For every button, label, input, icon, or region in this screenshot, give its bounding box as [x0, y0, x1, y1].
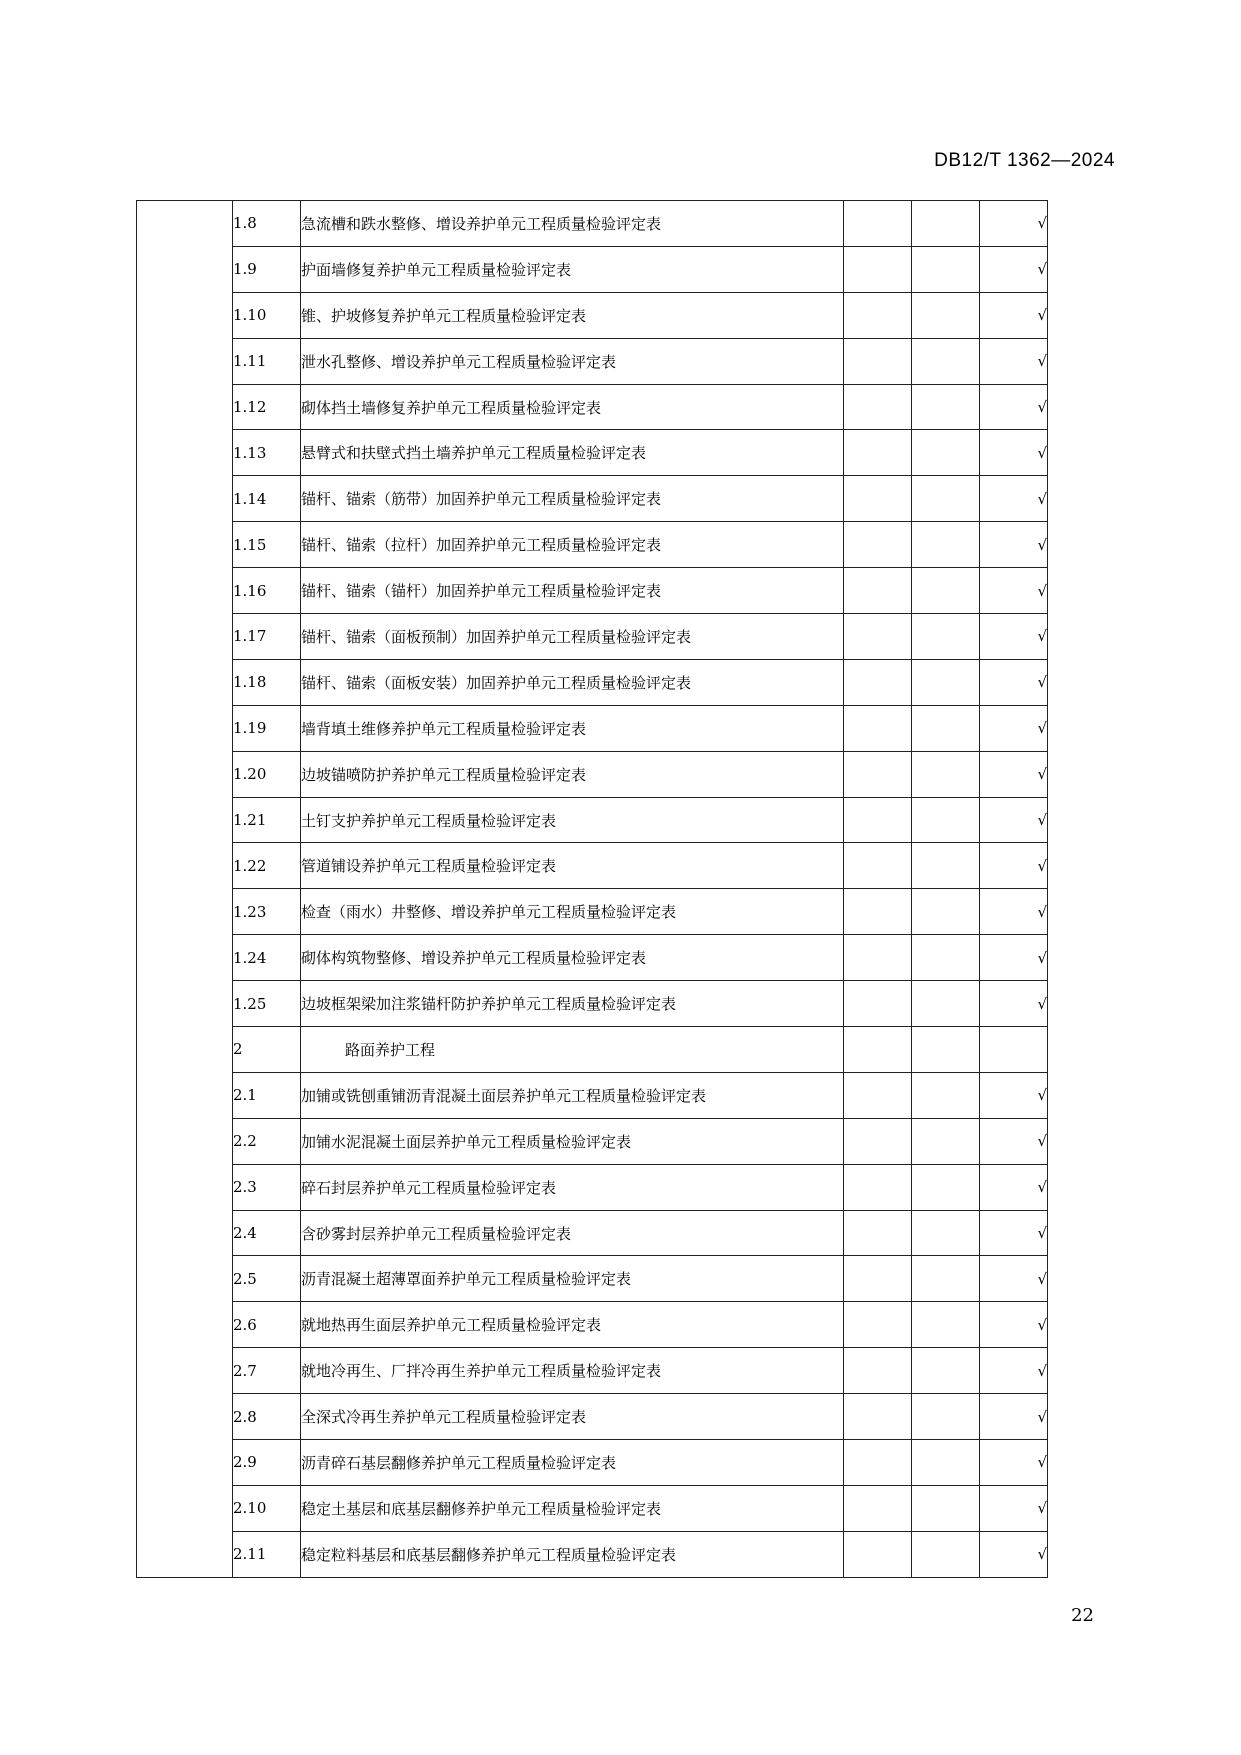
table-row — [137, 1394, 1048, 1440]
empty-cell — [912, 751, 980, 797]
page-number: 22 — [1071, 1605, 1094, 1626]
check-mark: √ — [980, 935, 1048, 981]
empty-cell — [844, 522, 912, 568]
form-name: 锚杆、锚索（拉杆）加固养护单元工程质量检验评定表 — [301, 522, 844, 568]
item-number: 1.8 — [233, 201, 301, 247]
check-mark: √ — [980, 614, 1048, 660]
check-mark: √ — [980, 568, 1048, 614]
table-row — [137, 430, 1048, 476]
empty-cell — [844, 384, 912, 430]
empty-cell — [844, 201, 912, 247]
empty-cell — [844, 476, 912, 522]
form-name: 砌体构筑物整修、增设养护单元工程质量检验评定表 — [301, 935, 844, 981]
item-number: 2.6 — [233, 1302, 301, 1348]
table-row — [137, 1302, 1048, 1348]
empty-cell — [912, 1210, 980, 1256]
form-name: 边坡框架梁加注浆锚杆防护养护单元工程质量检验评定表 — [301, 981, 844, 1027]
empty-cell — [912, 476, 980, 522]
empty-cell — [912, 659, 980, 705]
table-row — [137, 1027, 1048, 1073]
item-number: 1.24 — [233, 935, 301, 981]
form-name: 稳定土基层和底基层翻修养护单元工程质量检验评定表 — [301, 1485, 844, 1531]
empty-cell — [912, 338, 980, 384]
item-number: 1.11 — [233, 338, 301, 384]
form-name: 悬臂式和扶壁式挡土墙养护单元工程质量检验评定表 — [301, 430, 844, 476]
empty-cell — [912, 1348, 980, 1394]
form-name: 锥、护坡修复养护单元工程质量检验评定表 — [301, 292, 844, 338]
empty-cell — [912, 797, 980, 843]
empty-cell — [844, 751, 912, 797]
check-mark: √ — [980, 1118, 1048, 1164]
table-row — [137, 797, 1048, 843]
empty-cell — [912, 1394, 980, 1440]
form-name: 检查（雨水）井整修、增设养护单元工程质量检验评定表 — [301, 889, 844, 935]
item-number: 1.16 — [233, 568, 301, 614]
empty-cell — [912, 568, 980, 614]
check-mark: √ — [980, 1348, 1048, 1394]
form-name: 全深式冷再生养护单元工程质量检验评定表 — [301, 1394, 844, 1440]
empty-cell — [844, 1164, 912, 1210]
item-number: 2.7 — [233, 1348, 301, 1394]
empty-cell — [844, 338, 912, 384]
table-row — [137, 1440, 1048, 1486]
form-name: 砌体挡土墙修复养护单元工程质量检验评定表 — [301, 384, 844, 430]
empty-cell — [912, 843, 980, 889]
table-row — [137, 843, 1048, 889]
item-number: 1.20 — [233, 751, 301, 797]
document-code: DB12/T 1362—2024 — [934, 150, 1115, 171]
table-row — [137, 522, 1048, 568]
empty-cell — [912, 201, 980, 247]
check-mark: √ — [980, 797, 1048, 843]
table-row — [137, 705, 1048, 751]
item-number: 1.12 — [233, 384, 301, 430]
empty-cell — [844, 981, 912, 1027]
empty-cell — [912, 1440, 980, 1486]
item-number: 1.10 — [233, 292, 301, 338]
item-number: 1.22 — [233, 843, 301, 889]
form-name: 泄水孔整修、增设养护单元工程质量检验评定表 — [301, 338, 844, 384]
item-number: 2.8 — [233, 1394, 301, 1440]
empty-cell — [844, 292, 912, 338]
empty-cell — [844, 1531, 912, 1577]
inspection-form-table — [136, 200, 1048, 1578]
empty-cell — [844, 614, 912, 660]
form-name: 碎石封层养护单元工程质量检验评定表 — [301, 1164, 844, 1210]
item-number: 1.15 — [233, 522, 301, 568]
form-name: 含砂雾封层养护单元工程质量检验评定表 — [301, 1210, 844, 1256]
table-row — [137, 568, 1048, 614]
check-mark: √ — [980, 292, 1048, 338]
table-row — [137, 292, 1048, 338]
empty-cell — [844, 1485, 912, 1531]
empty-cell — [912, 981, 980, 1027]
check-mark: √ — [980, 1164, 1048, 1210]
check-mark: √ — [980, 659, 1048, 705]
table-row — [137, 659, 1048, 705]
table-row — [137, 201, 1048, 247]
check-mark: √ — [980, 1210, 1048, 1256]
check-mark: √ — [980, 1531, 1048, 1577]
table-row — [137, 889, 1048, 935]
empty-cell — [912, 384, 980, 430]
empty-cell — [844, 1302, 912, 1348]
item-number: 1.19 — [233, 705, 301, 751]
item-number: 1.9 — [233, 246, 301, 292]
empty-cell — [844, 1027, 912, 1073]
form-name: 锚杆、锚索（筋带）加固养护单元工程质量检验评定表 — [301, 476, 844, 522]
empty-cell — [844, 705, 912, 751]
empty-cell — [912, 1256, 980, 1302]
empty-cell — [844, 430, 912, 476]
check-mark: √ — [980, 1440, 1048, 1486]
check-mark: √ — [980, 246, 1048, 292]
form-name: 土钉支护养护单元工程质量检验评定表 — [301, 797, 844, 843]
empty-cell — [844, 1256, 912, 1302]
check-mark: √ — [980, 430, 1048, 476]
table-row — [137, 476, 1048, 522]
table-row — [137, 338, 1048, 384]
category-cell — [137, 201, 233, 1578]
check-mark: √ — [980, 1485, 1048, 1531]
item-number: 1.17 — [233, 614, 301, 660]
empty-cell — [844, 889, 912, 935]
form-name: 就地冷再生、厂拌冷再生养护单元工程质量检验评定表 — [301, 1348, 844, 1394]
item-number: 2.3 — [233, 1164, 301, 1210]
form-name: 锚杆、锚索（面板安装）加固养护单元工程质量检验评定表 — [301, 659, 844, 705]
check-mark: √ — [980, 384, 1048, 430]
check-mark: √ — [980, 751, 1048, 797]
section-title: 路面养护工程 — [301, 1027, 844, 1073]
form-name: 就地热再生面层养护单元工程质量检验评定表 — [301, 1302, 844, 1348]
item-number: 2.5 — [233, 1256, 301, 1302]
table-row — [137, 1485, 1048, 1531]
empty-cell — [912, 430, 980, 476]
empty-cell — [844, 1348, 912, 1394]
empty-cell — [912, 1118, 980, 1164]
empty-cell — [844, 1210, 912, 1256]
empty-cell — [844, 843, 912, 889]
empty-cell — [912, 889, 980, 935]
check-mark: √ — [980, 1072, 1048, 1118]
table-row — [137, 246, 1048, 292]
empty-cell — [844, 935, 912, 981]
empty-cell — [912, 1027, 980, 1073]
item-number: 1.21 — [233, 797, 301, 843]
empty-cell — [912, 705, 980, 751]
table-row — [137, 981, 1048, 1027]
empty-cell — [844, 1118, 912, 1164]
form-name: 锚杆、锚索（面板预制）加固养护单元工程质量检验评定表 — [301, 614, 844, 660]
form-name: 急流槽和跌水整修、增设养护单元工程质量检验评定表 — [301, 201, 844, 247]
item-number: 1.25 — [233, 981, 301, 1027]
check-mark: √ — [980, 843, 1048, 889]
empty-cell — [912, 1531, 980, 1577]
item-number: 2.2 — [233, 1118, 301, 1164]
form-name: 管道铺设养护单元工程质量检验评定表 — [301, 843, 844, 889]
check-mark: √ — [980, 1256, 1048, 1302]
form-name: 稳定粒料基层和底基层翻修养护单元工程质量检验评定表 — [301, 1531, 844, 1577]
item-number: 2.10 — [233, 1485, 301, 1531]
empty-cell — [912, 1164, 980, 1210]
table-row — [137, 384, 1048, 430]
item-number: 2.11 — [233, 1531, 301, 1577]
check-mark: √ — [980, 201, 1048, 247]
table-row — [137, 1531, 1048, 1577]
empty-cell — [912, 1485, 980, 1531]
table-row — [137, 1164, 1048, 1210]
empty-cell — [844, 1440, 912, 1486]
check-mark: √ — [980, 338, 1048, 384]
check-mark: √ — [980, 889, 1048, 935]
table-row — [137, 1210, 1048, 1256]
empty-cell — [912, 522, 980, 568]
empty-cell — [844, 246, 912, 292]
form-name: 加铺水泥混凝土面层养护单元工程质量检验评定表 — [301, 1118, 844, 1164]
table-row — [137, 935, 1048, 981]
form-name: 锚杆、锚索（锚杆）加固养护单元工程质量检验评定表 — [301, 568, 844, 614]
check-mark — [980, 1027, 1048, 1073]
table-row — [137, 1256, 1048, 1302]
form-name: 护面墙修复养护单元工程质量检验评定表 — [301, 246, 844, 292]
form-name: 墙背填土维修养护单元工程质量检验评定表 — [301, 705, 844, 751]
empty-cell — [844, 659, 912, 705]
check-mark: √ — [980, 705, 1048, 751]
table-row — [137, 751, 1048, 797]
empty-cell — [912, 1302, 980, 1348]
check-mark: √ — [980, 476, 1048, 522]
empty-cell — [844, 568, 912, 614]
form-name: 沥青碎石基层翻修养护单元工程质量检验评定表 — [301, 1440, 844, 1486]
check-mark: √ — [980, 522, 1048, 568]
check-mark: √ — [980, 1302, 1048, 1348]
item-number: 1.23 — [233, 889, 301, 935]
form-name: 加铺或铣刨重铺沥青混凝土面层养护单元工程质量检验评定表 — [301, 1072, 844, 1118]
empty-cell — [912, 292, 980, 338]
empty-cell — [844, 1072, 912, 1118]
empty-cell — [912, 614, 980, 660]
item-number: 2.1 — [233, 1072, 301, 1118]
empty-cell — [844, 797, 912, 843]
item-number: 2 — [233, 1027, 301, 1073]
item-number: 2.9 — [233, 1440, 301, 1486]
table-row — [137, 1072, 1048, 1118]
empty-cell — [912, 246, 980, 292]
item-number: 1.18 — [233, 659, 301, 705]
table-row — [137, 614, 1048, 660]
empty-cell — [912, 935, 980, 981]
item-number: 1.13 — [233, 430, 301, 476]
check-mark: √ — [980, 981, 1048, 1027]
form-name: 边坡锚喷防护养护单元工程质量检验评定表 — [301, 751, 844, 797]
table-row — [137, 1348, 1048, 1394]
table-row — [137, 1118, 1048, 1164]
empty-cell — [912, 1072, 980, 1118]
item-number: 2.4 — [233, 1210, 301, 1256]
check-mark: √ — [980, 1394, 1048, 1440]
table-body — [137, 201, 1048, 1578]
empty-cell — [844, 1394, 912, 1440]
item-number: 1.14 — [233, 476, 301, 522]
form-name: 沥青混凝土超薄罩面养护单元工程质量检验评定表 — [301, 1256, 844, 1302]
